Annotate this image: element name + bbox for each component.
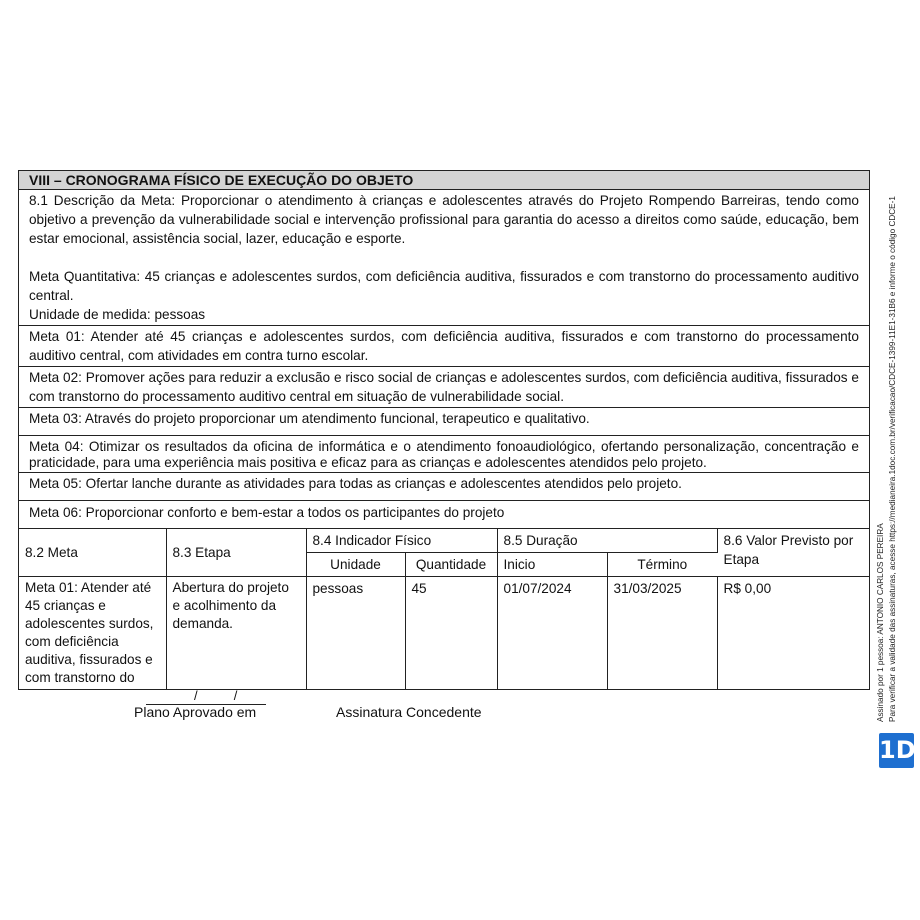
table-row [19,577,869,690]
header-termino: Término [607,553,717,577]
cell-etapa: Abertura do projeto e acolhimento da demanda. [166,577,306,690]
unidade-medida: Unidade de medida: pessoas [29,307,206,322]
signed-by-text: Assinado por 1 pessoa: ANTONIO CARLOS PEREIRA [876,523,885,722]
cell-termino: 31/03/2025 [607,577,717,690]
section-title: VIII – CRONOGRAMA FÍSICO DE EXECUÇÃO DO OBJETO [19,171,869,189]
header-quantidade: Quantidade [405,553,497,577]
header-etapa: 8.3 Etapa [166,529,306,577]
table-header-row [19,529,869,553]
signature-sidebar [876,140,916,740]
meta-01-row: Meta 01: Atender até 45 crianças e adolescentes surdos, com deficiência auditiva, fissurados e com transtorno do processamento auditivo central, com atividades em contra turno escolar. [19,325,869,366]
meta-06-row: Meta 06: Proporcionar conforto e bem-estar a todos os participantes do projeto [19,500,869,528]
meta-05-row: Meta 05: Ofertar lanche durante as atividades para todas as crianças e adolescentes atendidos pelo projeto. [19,472,869,500]
meta-04-row: Meta 04: Otimizar os resultados da oficina de informática e o atendimento fonoaudiológico, ofertando personalização, concentração e praticidade, para uma experiência mais positiva e eficaz para as crianças e adolescentes atendidos pelo projeto. [19,435,869,472]
header-inicio: Inicio [497,553,607,577]
onedoc-logo: 1D [879,733,914,768]
verification-link-text[interactable]: Para verificar a validade das assinaturas, acesse https://medianeira.1doc.com.br/verificacao/CDCE-1399-11E1-31B6 e informe o código CDCE-1 [888,196,897,722]
date-line [146,690,266,705]
meta-02-row: Meta 02: Promover ações para reduzir a exclusão e risco social de crianças e adolescentes surdos, com deficiência auditiva, fissurados e com transtorno do processamento auditivo central em situação de vulnerabilidade social. [19,366,869,407]
cell-quantidade: 45 [405,577,497,690]
meta-description-block [19,189,869,325]
signature-footer [18,690,878,730]
header-unidade: Unidade [306,553,405,577]
cronograma-document [18,170,870,690]
cell-unidade: pessoas [306,577,405,690]
header-duracao: 8.5 Duração [497,529,717,553]
plano-aprovado-label: Plano Aprovado em [134,704,257,720]
header-indicador: 8.4 Indicador Físico [306,529,497,553]
meta-description: 8.1 Descrição da Meta: Proporcionar o atendimento à crianças e adolescentes através do Projeto Rompendo Barreiras, tendo como objetivo a prevenção da vulnerabilidade social e intervenção profissional para garantia do acesso a direitos como saúde, educação, bem estar emocional, assistência social, lazer, educação e esporte. [29,193,859,246]
date-slashes: / / [194,688,238,703]
schedule-table-wrapper [19,528,869,689]
cell-meta: Meta 01: Atender até 45 crianças e adolescentes surdos, com deficiência auditiva, fissurados e com transtorno do [19,577,166,690]
assinatura-concedente-label: Assinatura Concedente [336,704,482,720]
header-meta: 8.2 Meta [19,529,166,577]
cell-valor: R$ 0,00 [717,577,869,690]
meta-quantitativa: Meta Quantitativa: 45 crianças e adolescentes surdos, com deficiência auditiva, fissurados e com transtorno do processamento auditivo central. [29,269,859,303]
cell-inicio: 01/07/2024 [497,577,607,690]
header-valor: 8.6 Valor Previsto por Etapa [723,533,854,567]
meta-03-row: Meta 03: Através do projeto proporcionar um atendimento funcional, terapeutico e qualitativo. [19,407,869,435]
schedule-table [19,529,869,689]
